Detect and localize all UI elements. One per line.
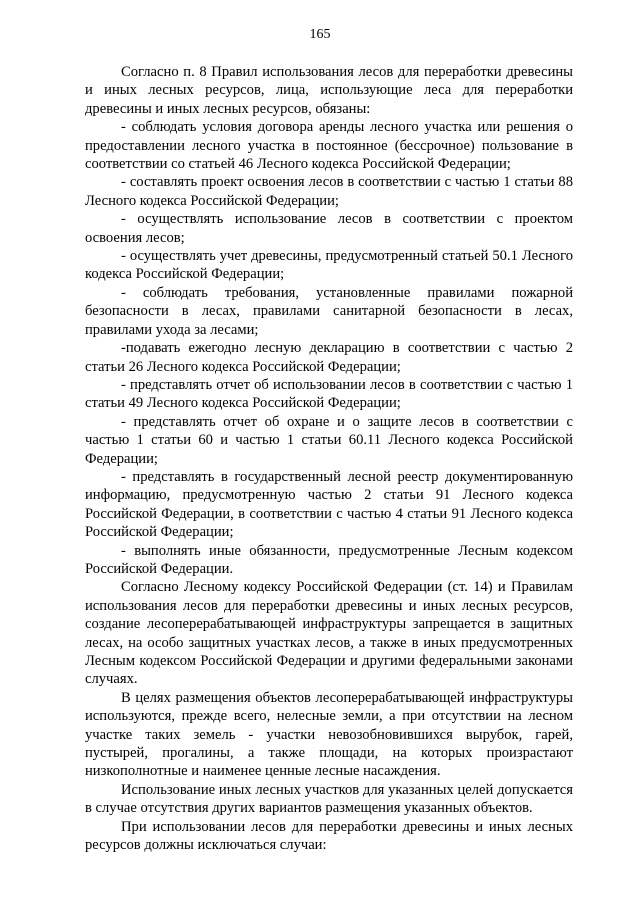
obligation-safety-rules: - соблюдать требования, установленные правилами пожарной безопасности в лесах, правилами санитарной безопасности в лесах, правилами ухода за лесами;: [85, 284, 573, 338]
infrastructure-prohibition-paragraph: Согласно Лесному кодексу Российской Федерации (ст. 14) и Правилам использования лесов для переработки древесины и иных лесных ресурсов, создание лесоперерабатывающей инфраструктуры запрещается в защитных лесах, на особо защитных участках лесов, а также в иных предусмотренных Лесным кодексом Российской Федерации и другими федеральными законами случаях.: [85, 579, 573, 688]
obligation-development-project: - составлять проект освоения лесов в соответствии с частью 1 статьи 88 Лесного кодекса Российской Федерации;: [85, 174, 573, 209]
document-body: [85, 63, 573, 854]
other-plots-paragraph: Использование иных лесных участков для указанных целей допускается в случае отсутствия других вариантов размещения указанных объектов.: [85, 781, 573, 817]
exclusions-paragraph: При использовании лесов для переработки древесины и иных лесных ресурсов должны исключаться случаи:: [85, 818, 573, 854]
obligation-timber-accounting: - осуществлять учет древесины, предусмотренный статьей 50.1 Лесного кодекса Российской Федерации;: [85, 248, 573, 283]
infrastructure-placement-paragraph: В целях размещения объектов лесоперерабатывающей инфраструктуры используются, прежде всего, нелесные земли, а при отсутствии на лесном участке таких земель - участки невозобновившихся вырубок, гарей, пустырей, прогалины, а также площади, на которых произрастают низкополнотные и наименее ценные лесные насаждения.: [85, 689, 573, 780]
obligation-forest-declaration: -подавать ежегодно лесную декларацию в соответствии с частью 2 статьи 26 Лесного кодекса Российской Федерации;: [85, 340, 573, 375]
obligation-use-per-project: - осуществлять использование лесов в соответствии с проектом освоения лесов;: [85, 211, 573, 246]
obligation-lease-conditions: - соблюдать условия договора аренды лесного участка или решения о предоставлении лесного участка в постоянное (бессрочное) пользование в соответствии со статьей 46 Лесного кодекса Российской Федерации;: [85, 119, 573, 173]
obligation-other-duties: - выполнять иные обязанности, предусмотренные Лесным кодексом Российской Федерации.: [85, 542, 573, 577]
obligation-protection-report: - представлять отчет об охране и о защите лесов в соответствии с частью 1 статьи 60 и частью 1 статьи 60.11 Лесного кодекса Российской Федерации;: [85, 413, 573, 467]
intro-paragraph: Согласно п. 8 Правил использования лесов для переработки древесины и иных лесных ресурсов, лица, использующие леса для переработки древесины и иных лесных ресурсов, обязаны:: [85, 64, 573, 117]
obligation-forest-registry: - представлять в государственный лесной реестр документированную информацию, предусмотренную частью 2 статьи 91 Лесного кодекса Российской Федерации, в соответствии с частью 4 статьи 91 Лесного кодекса Российской Федерации;: [85, 468, 573, 541]
obligation-usage-report: - представлять отчет об использовании лесов в соответствии с частью 1 статьи 49 Лесного кодекса Российской Федерации;: [85, 376, 573, 412]
page-number: 165: [309, 27, 331, 42]
